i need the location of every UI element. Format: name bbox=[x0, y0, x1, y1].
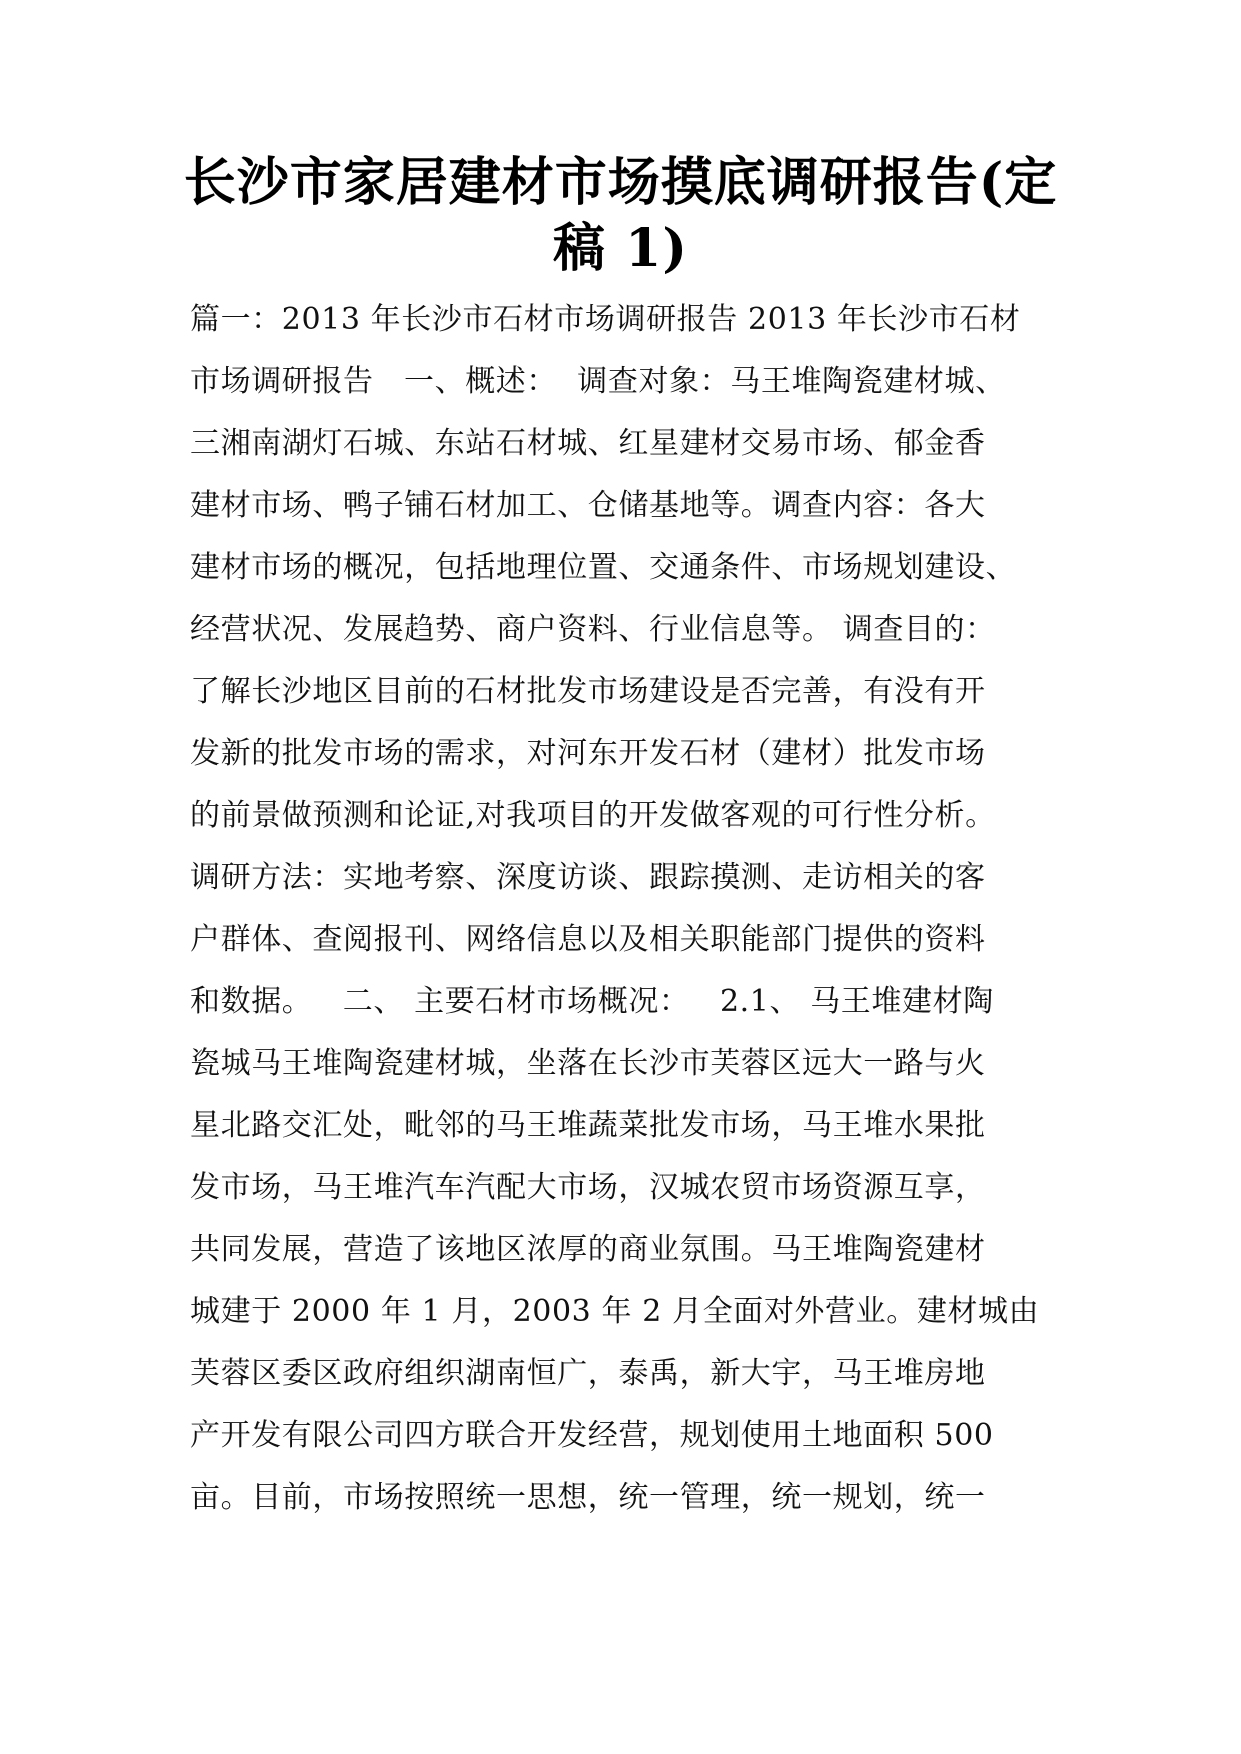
body-line: 建材市场、鸭子铺石材加工、仓储基地等。调查内容：各大 bbox=[190, 488, 986, 523]
title-line-2: 稿 1) bbox=[553, 218, 688, 279]
body-line: 城建于 2000 年 1 月，2003 年 2 月全面对外营业。建材城由 bbox=[190, 1294, 1040, 1329]
body-line: 经营状况、发展趋势、商户资料、行业信息等。 调查目的： bbox=[190, 612, 996, 647]
body-line: 三湘南湖灯石城、东站石材城、红星建材交易市场、郁金香 bbox=[190, 426, 986, 461]
body-line: 的前景做预测和论证,对我项目的开发做客观的可行性分析。 bbox=[190, 798, 996, 833]
body-line: 亩。目前，市场按照统一思想，统一管理，统一规划，统一 bbox=[190, 1480, 986, 1515]
body-line: 星北路交汇处，毗邻的马王堆蔬菜批发市场，马王堆水果批 bbox=[190, 1108, 986, 1143]
document-title bbox=[150, 150, 1091, 282]
body-line: 市场调研报告 一、概述： 调查对象：马王堆陶瓷建材城、 bbox=[190, 364, 1006, 399]
body-line: 发新的批发市场的需求，对河东开发石材（建材）批发市场 bbox=[190, 736, 986, 771]
body-line: 篇一：2013 年长沙市石材市场调研报告 2013 年长沙市石材 bbox=[190, 302, 1021, 337]
body-line: 发市场，马王堆汽车汽配大市场，汉城农贸市场资源互享， bbox=[190, 1170, 986, 1205]
body-line: 了解长沙地区目前的石材批发市场建设是否完善，有没有开 bbox=[190, 674, 986, 709]
body-line: 芙蓉区委区政府组织湖南恒广，泰禹，新大宇，马王堆房地 bbox=[190, 1356, 986, 1391]
body-line: 共同发展，营造了该地区浓厚的商业氛围。马王堆陶瓷建材 bbox=[190, 1232, 986, 1267]
body-line: 瓷城马王堆陶瓷建材城，坐落在长沙市芙蓉区远大一路与火 bbox=[190, 1046, 986, 1081]
body-line: 户群体、查阅报刊、网络信息以及相关职能部门提供的资料 bbox=[190, 922, 986, 957]
body-line: 建材市场的概况，包括地理位置、交通条件、市场规划建设、 bbox=[190, 550, 1017, 585]
title-line-1: 长沙市家居建材市场摸底调研报告(定 bbox=[183, 152, 1058, 213]
document-body bbox=[190, 289, 1060, 1529]
body-line: 产开发有限公司四方联合开发经营，规划使用土地面积 500 bbox=[190, 1418, 994, 1453]
body-line: 调研方法：实地考察、深度访谈、跟踪摸测、走访相关的客 bbox=[190, 860, 986, 895]
body-line: 和数据。 二、 主要石材市场概况： 2.1、 马王堆建材陶 bbox=[190, 984, 994, 1019]
